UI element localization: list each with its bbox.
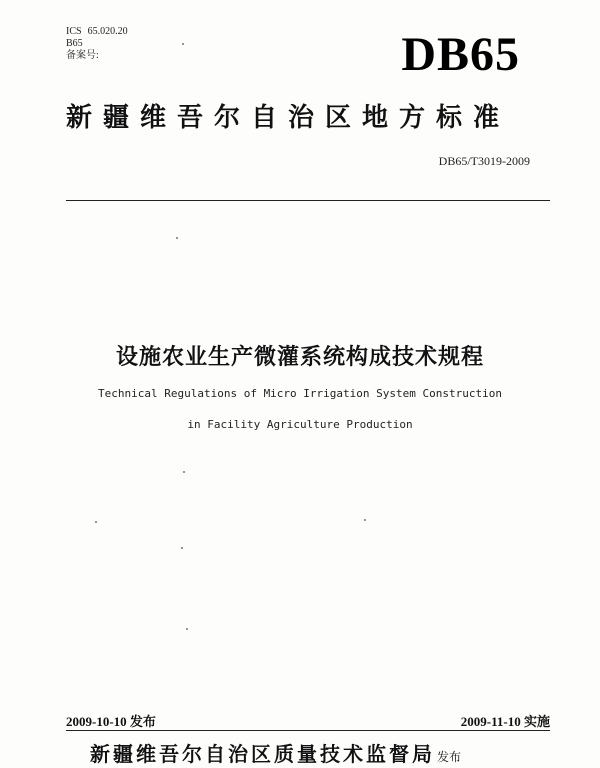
- title-english-line-1: Technical Regulations of Micro Irrigation System Construction: [98, 387, 502, 400]
- publisher: [90, 738, 461, 767]
- scan-speck: [364, 519, 366, 521]
- scan-speck: [181, 547, 183, 549]
- title-english-line-2: in Facility Agriculture Production: [187, 418, 413, 431]
- db65-logo: DB65: [401, 28, 520, 81]
- issue-date: 2009-10-10 发布: [66, 714, 156, 729]
- classification-info: [66, 26, 134, 62]
- publisher-name: 新疆维吾尔自治区质量技术监督局: [90, 742, 435, 766]
- classification-code: B65: [66, 38, 83, 49]
- standard-number: DB65/T3019-2009: [438, 154, 530, 168]
- title-chinese: 设施农业生产微灌系统构成技术规程: [115, 345, 484, 370]
- record-number-label: 备案号:: [66, 50, 99, 61]
- scan-speck: [186, 628, 188, 630]
- scan-speck: [182, 43, 184, 45]
- ics-row: [66, 26, 134, 38]
- publisher-suffix: 发布: [437, 750, 462, 764]
- scan-speck: [183, 471, 185, 473]
- bottom-divider: [66, 730, 550, 731]
- ics-code: 65.020.20: [87, 26, 128, 37]
- standard-type-heading: 新疆维吾尔自治区地方标准: [66, 103, 511, 133]
- ics-label: ICS: [66, 26, 82, 37]
- scan-speck: [176, 237, 178, 239]
- implementation-date: 2009-11-10 实施: [460, 714, 550, 729]
- scan-speck: [95, 521, 97, 523]
- top-divider: [66, 200, 550, 201]
